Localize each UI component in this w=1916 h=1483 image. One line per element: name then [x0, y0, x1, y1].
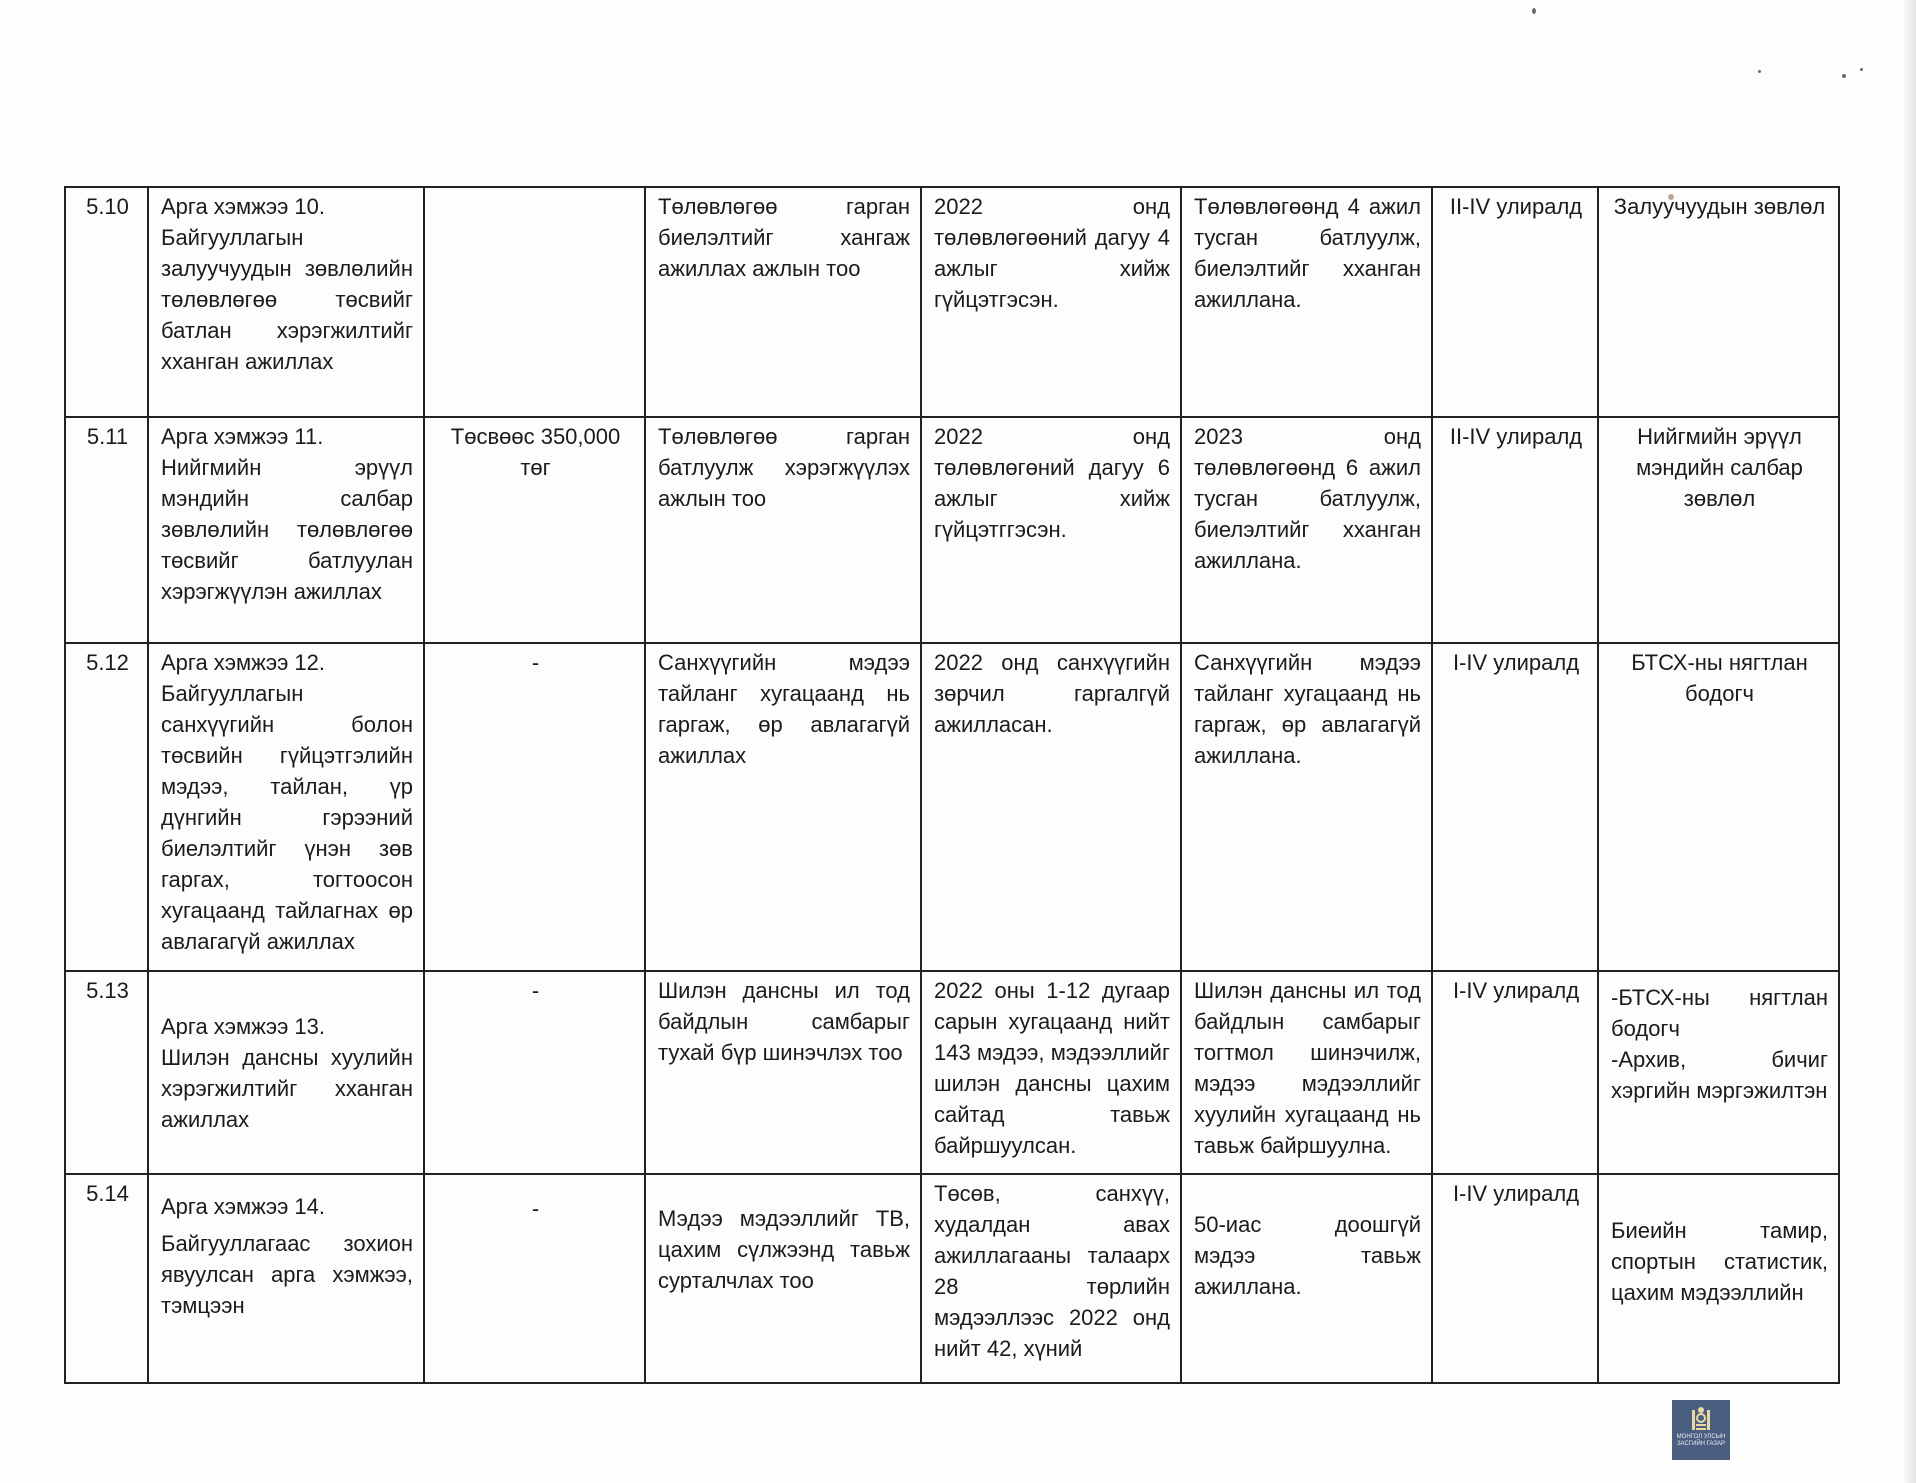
- baseline-cell: 2022 онд санхүүгийн зөрчил гаргалгүй ажилласан.: [921, 643, 1181, 971]
- row-number: 5.11: [65, 417, 148, 643]
- table-row: [65, 1174, 1839, 1383]
- row-number: 5.13: [65, 971, 148, 1174]
- budget-cell: -: [424, 971, 645, 1174]
- responsible-cell: [1598, 971, 1839, 1174]
- period-cell: I-IV улиралд: [1432, 1174, 1598, 1383]
- table-row: [65, 971, 1839, 1174]
- measure-title: Арга хэмжээ 10.: [161, 194, 326, 219]
- measure-cell: [148, 417, 424, 643]
- budget-cell: -: [424, 643, 645, 971]
- measure-body: Байгууллагаас зохион явуулсан арга хэмжээ, тэмцээн: [161, 1231, 413, 1318]
- indicator-cell: Шилэн дансны ил тод байдлын самбарыг тухай бүр шинэчлэх тоо: [645, 971, 921, 1174]
- logo-text: МОНГОЛ УЛСЫН ЗАСГИЙН ГАЗАР: [1676, 1434, 1726, 1447]
- budget-cell: -: [424, 1174, 645, 1383]
- table-row: [65, 643, 1839, 971]
- measure-cell: [148, 1174, 424, 1383]
- period-cell: I-IV улиралд: [1432, 971, 1598, 1174]
- measure-body: Байгууллагын залуучуудын зөвлөлийн төлөвлөгөө төсвийг батлан хэрэгжилтийг хханган ажиллах: [161, 225, 413, 374]
- measure-body: Нийгмийн эрүүл мэндийн салбар зөвлөлийн төлөвлөгөө төсвийг батлуулан хэрэгжүүлэн ажиллах: [161, 455, 413, 604]
- table-row: [65, 187, 1839, 417]
- period-cell: I-IV улиралд: [1432, 643, 1598, 971]
- measure-title: Арга хэмжээ 11.: [161, 424, 324, 449]
- measure-body: Байгууллагын санхүүгийн болон төсвийн гүйцэтгэлийн мэдээ, тайлан, үр дүнгийн гэрээний биелэлтийг үнэн зөв гаргах, тогтоосон хугацаанд тайлагнах өр авлагагүй ажиллах: [161, 681, 413, 954]
- responsible-line: -Архив, бичиг хэргийн мэргэжилтэн: [1611, 1047, 1828, 1103]
- target-cell: Санхүүгийн мэдээ тайланг хугацаанд нь гаргаж, өр авлагагүй ажиллана.: [1181, 643, 1432, 971]
- indicator-cell: Төлөвлөгөө гарган батлуулж хэрэгжүүлэх ажлын тоо: [645, 417, 921, 643]
- measure-title: Арга хэмжээ 14.: [161, 1194, 326, 1219]
- scan-speck: [1532, 8, 1536, 14]
- baseline-cell: Төсөв, санхүү, худалдан авах ажиллагааны талаарх 28 төрлийн мэдээллээс 2022 онд нийт 42, хүний: [921, 1174, 1181, 1383]
- scan-speck: [1758, 70, 1761, 73]
- baseline-cell: 2022 оны 1-12 дугаар сарын хугацаанд нийт 143 мэдээ, мэдээллийг шилэн дансны цахим сайтад тавьж байршуулсан.: [921, 971, 1181, 1174]
- indicator-cell: Санхүүгийн мэдээ тайланг хугацаанд нь гаргаж, өр авлагагүй ажиллах: [645, 643, 921, 971]
- row-number: 5.12: [65, 643, 148, 971]
- period-cell: II-IV улиралд: [1432, 187, 1598, 417]
- scan-speck: [1860, 68, 1863, 71]
- responsible-cell: БТСХ-ны нягтлан бодогч: [1598, 643, 1839, 971]
- budget-cell: [424, 187, 645, 417]
- period-cell: II-IV улиралд: [1432, 417, 1598, 643]
- measure-cell: [148, 187, 424, 417]
- target-cell: Шилэн дансны ил тод байдлын самбарыг тогтмол шинэчилж, мэдээ мэдээллийг хуулийн хугацаанд нь тавьж байршуулна.: [1181, 971, 1432, 1174]
- responsible-line: -БТСХ-ны нягтлан бодогч: [1611, 985, 1828, 1041]
- responsible-cell: Нийгмийн эрүүл мэндийн салбар зөвлөл: [1598, 417, 1839, 643]
- indicator-cell: Төлөвлөгөө гарган биелэлтийг хангаж ажиллах ажлын тоо: [645, 187, 921, 417]
- row-number: 5.14: [65, 1174, 148, 1383]
- responsible-cell: Залуучуудын зөвлөл: [1598, 187, 1839, 417]
- baseline-cell: 2022 онд төлөвлөгөөний дагуу 4 ажлыг хийж гүйцэтгэсэн.: [921, 187, 1181, 417]
- action-plan-table: [64, 186, 1840, 1384]
- target-cell: 2023 онд төлөвлөгөөнд 6 ажил тусган батлуулж, биелэлтийг хханган ажиллана.: [1181, 417, 1432, 643]
- target-cell: Төлөвлөгөөнд 4 ажил тусган батлуулж, биелэлтийг хханган ажиллана.: [1181, 187, 1432, 417]
- measure-title: Арга хэмжээ 12.: [161, 650, 326, 675]
- measure-body: Шилэн дансны хуулийн хэрэгжилтийг хханган ажиллах: [161, 1044, 413, 1132]
- indicator-cell: Мэдээ мэдээллийг ТВ, цахим сүлжээнд тавьж сурталчлах тоо: [645, 1174, 921, 1383]
- measure-cell: [148, 971, 424, 1174]
- target-cell: 50-иас доошгүй мэдээ тавьж ажиллана.: [1181, 1174, 1432, 1383]
- row-number: 5.10: [65, 187, 148, 417]
- responsible-cell: Биеийн тамир, спортын статистик, цахим мэдээллийн: [1598, 1174, 1839, 1383]
- measure-cell: [148, 643, 424, 971]
- scan-speck: [1842, 74, 1846, 78]
- table-row: [65, 417, 1839, 643]
- baseline-cell: 2022 онд төлөвлөгөний дагуу 6 ажлыг хийж гүйцэтггэсэн.: [921, 417, 1181, 643]
- measure-title: Арга хэмжээ 13.: [161, 1013, 326, 1039]
- page-edge-shadow: [1902, 0, 1916, 1483]
- soyombo-icon: [1690, 1406, 1712, 1432]
- government-logo: [1672, 1400, 1730, 1460]
- budget-cell: Төсвөөс 350,000 төг: [424, 417, 645, 643]
